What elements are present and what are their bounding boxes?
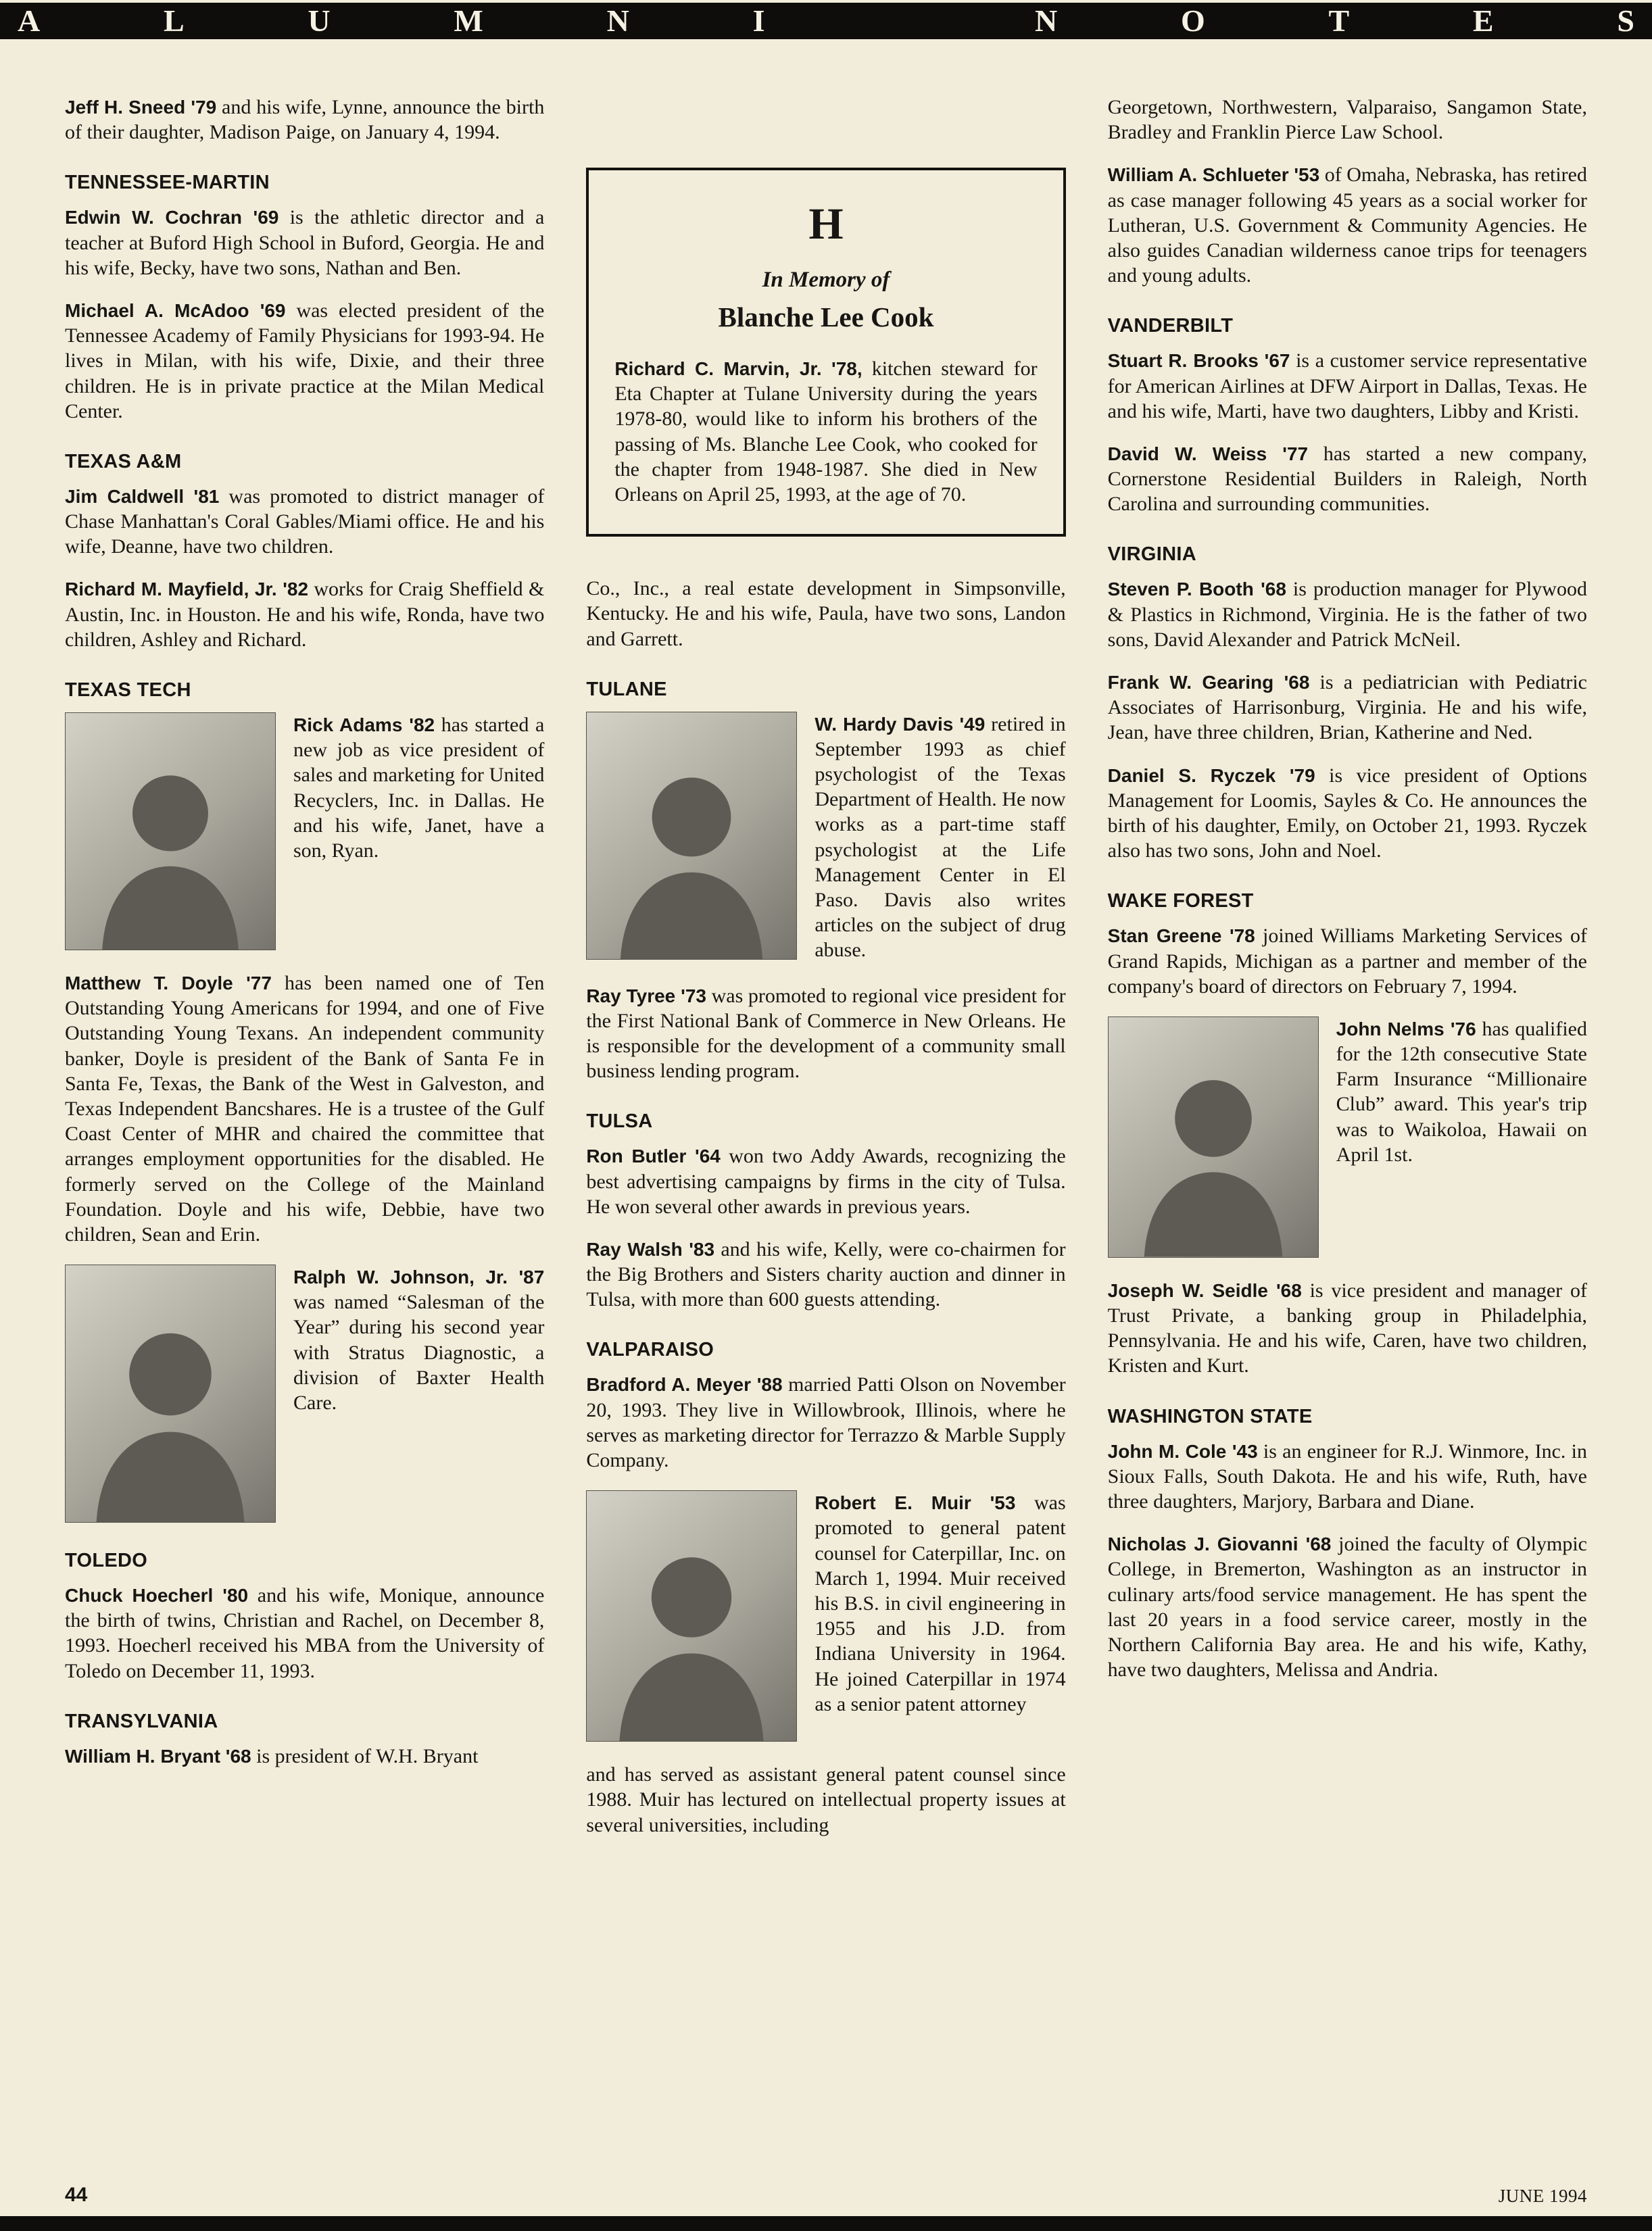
alumni-name: Ron Butler '64 xyxy=(586,1146,721,1167)
section-heading: TENNESSEE-MARTIN xyxy=(65,172,270,194)
alumni-entry xyxy=(293,1265,544,1415)
section-heading: TULANE xyxy=(586,678,667,700)
memorial-label: In Memory of xyxy=(762,268,890,292)
entry-text: is vice president and manager of Trust Private, a banking group in Philadelphia, Pennsylvania. He and his wife, Caren, have two children, Kristen and Kurt. xyxy=(1107,1279,1587,1377)
memorial-box xyxy=(586,168,1065,537)
entry-text: of Omaha, Nebraska, has retired as case manager following 45 years as a social worker for Lutheran, U.S. Government & Community Agencies. He also guides Canadian wilderness canoe trips for teenagers and young adults. xyxy=(1107,164,1587,287)
ralph-johnson-photo xyxy=(65,1265,276,1523)
alumni-entry xyxy=(1108,763,1587,864)
alumni-name: William H. Bryant '68 xyxy=(65,1745,251,1767)
entry-text: was promoted to regional vice president for the First National Bank of Commerce in New Orleans. He is responsible for the development of a community small business lending program. xyxy=(586,984,1066,1083)
alumni-entry xyxy=(65,205,544,280)
section-heading: TOLEDO xyxy=(65,1550,148,1572)
entry-text: has been named one of Ten Outstanding Young Americans for 1994, and one of Five Outstanding Young Texans. An independent community banker, Doyle is president of the Bank of Santa Fe in Santa Fe, Texas, the Bank of the West in Galveston, and Texas Independent Bancshares. He is a trustee of the Gulf Coast Center of MHR and chaired the committee that arranges employment opportunities for the disabled. He formerly served on the College of the Mainland Foundation. Doyle and his wife, Debbie, have two children, Sean and Erin. xyxy=(65,972,545,1246)
section-heading: WAKE FOREST xyxy=(1107,890,1254,912)
alumni-entry xyxy=(65,971,544,1247)
alumni-name: William A. Schlueter '53 xyxy=(1107,164,1320,186)
entry-text: Co., Inc., a real estate development in Simpsonville, Kentucky. He and his wife, Paula, have two sons, Landon and Garrett. xyxy=(586,577,1066,650)
section-heading: TULSA xyxy=(586,1110,653,1133)
column-3 xyxy=(1108,95,1587,1855)
alumni-entry xyxy=(65,577,544,652)
entry-text: won two Addy Awards, recognizing the best advertising campaigns by firms in the city of Tulsa. He won several other awards in previous years. xyxy=(586,1145,1066,1218)
alumni-name: Robert E. Muir '53 xyxy=(815,1492,1016,1514)
alumni-entry xyxy=(1108,577,1587,652)
alumni-entry xyxy=(1108,1439,1587,1515)
alumni-name: Bradford A. Meyer '88 xyxy=(586,1374,783,1396)
alumni-name: W. Hardy Davis '49 xyxy=(815,713,986,735)
alumni-entry xyxy=(1336,1016,1587,1167)
entry-text: retired in September 1993 as chief psychologist of the Texas Department of Health. He now works as a part-time staff psychologist at the Life Management Center in El Paso. Davis also writes articles on the subject of drug abuse. xyxy=(815,712,1066,962)
alumni-name: Ray Walsh '83 xyxy=(586,1238,715,1260)
entry-text: and his wife, Kelly, were co-chairmen for the Big Brothers and Sisters charity auction and dinner in Tulsa, with more than 600 guests attending. xyxy=(586,1237,1066,1311)
alumni-photo-entry xyxy=(586,1490,1065,1742)
alumni-entry xyxy=(586,1144,1065,1219)
alumni-name: Matthew T. Doyle '77 xyxy=(65,973,272,994)
rick-adams-photo xyxy=(65,712,276,950)
entry-text: was promoted to general patent counsel for Caterpillar, Inc. on March 1, 1994. Muir received his B.S. in civil engineering in 1955 and his J.D. from Indiana University in 1964. He joined Caterpillar in 1974 as a senior patent attorney xyxy=(815,1492,1066,1715)
alumni-entry xyxy=(1108,923,1587,999)
portrait-silhouette-icon xyxy=(587,1521,796,1742)
alumni-name: John M. Cole '43 xyxy=(1107,1440,1258,1462)
alumni-name: Ralph W. Johnson, Jr. '87 xyxy=(293,1267,545,1288)
alumni-name: Steven P. Booth '68 xyxy=(1107,579,1286,600)
alumni-name: Stan Greene '78 xyxy=(1107,925,1255,947)
alumni-name: Joseph W. Seidle '68 xyxy=(1107,1279,1302,1301)
alumni-entry xyxy=(586,1762,1065,1838)
entry-text: works for Craig Sheffield & Austin, Inc. in Houston. He and his wife, Ronda, have two children, Ashley and Richard. xyxy=(65,578,545,651)
entry-text: has started a new company, Cornerstone Residential Builders in Raleigh, North Carolina and surrounding communities. xyxy=(1107,442,1587,516)
alumni-name: Stuart R. Brooks '67 xyxy=(1107,350,1290,372)
alumni-name: Rick Adams '82 xyxy=(293,714,435,735)
alumni-entry xyxy=(1108,1278,1587,1379)
entry-text: married Patti Olson on November 20, 1993. They live in Willowbrook, Illinois, where he serves as marketing director for Terrazzo & Marble Supply Company. xyxy=(586,1373,1066,1471)
page-number: 44 xyxy=(65,2184,88,2206)
section-heading: TRANSYLVANIA xyxy=(65,1710,218,1732)
entry-text: and his wife, Lynne, announce the birth of their daughter, Madison Paige, on January 4, 1994. xyxy=(65,96,545,144)
alumni-name: Frank W. Gearing '68 xyxy=(1107,672,1310,693)
portrait-silhouette-icon xyxy=(66,1296,275,1522)
entry-text: is a customer service representative for American Airlines at DFW Airport in Dallas, Texas. He and his wife, Marti, have two daughters, Libby and Kristi. xyxy=(1107,349,1587,422)
entry-text: Georgetown, Northwestern, Valparaiso, Sangamon State, Bradley and Franklin Pierce Law School. xyxy=(1107,96,1587,144)
banner-title: A L U M N I N O T E S xyxy=(18,3,1634,38)
alumni-name: Chuck Hoecherl '80 xyxy=(65,1585,249,1607)
bottom-rule xyxy=(0,2216,1652,2231)
alumni-entry xyxy=(586,1237,1065,1313)
alumni-entry xyxy=(293,712,544,863)
content-columns xyxy=(65,95,1587,1855)
alumni-name: Richard C. Marvin, Jr. '78, xyxy=(614,358,863,379)
alumni-entry xyxy=(1108,1531,1587,1682)
alumni-name: Ray Tyree '73 xyxy=(586,985,706,1006)
entry-text: has qualified for the 12th consecutive State Farm Insurance “Millionaire Club” award. This year's trip was to Waikoloa, Hawaii on April 1st. xyxy=(1336,1017,1587,1166)
alumni-name: Nicholas J. Giovanni '68 xyxy=(1107,1534,1332,1555)
alumni-entry xyxy=(586,1372,1065,1473)
memorial-name: Blanche Lee Cook xyxy=(718,301,934,333)
alumni-photo-entry xyxy=(65,1265,544,1523)
section-heading: TEXAS A&M xyxy=(65,450,182,472)
alumni-entry xyxy=(65,1583,544,1684)
alumni-name: Daniel S. Ryczek '79 xyxy=(1107,764,1315,786)
entry-text: is a pediatrician with Pediatric Associates of Harrisonburg, Virginia. He and his wife, Jean, have three children, Brian, Katherine and Ned. xyxy=(1107,671,1587,744)
alumni-photo-entry xyxy=(1108,1016,1587,1258)
portrait-silhouette-icon xyxy=(1109,1046,1318,1256)
alumni-name: John Nelms '76 xyxy=(1336,1018,1476,1039)
section-heading: TEXAS TECH xyxy=(65,679,191,701)
alumni-name: Jeff H. Sneed '79 xyxy=(65,97,217,118)
alumni-photo-entry xyxy=(586,712,1065,963)
entry-text: kitchen steward for Eta Chapter at Tulane University during the years 1978-80, would like to inform his brothers of the passing of Ms. Blanche Lee Cook, who cooked for the chapter from 1948-1987. She died in New Orleans on April 25, 1993, at the age of 70. xyxy=(614,358,1038,506)
alumni-entry xyxy=(586,576,1065,652)
entry-text: and his wife, Monique, announce the birth of twins, Christian and Rachel, on December 8, 1993. Hoecherl received his MBA from the University of Toledo on December 11, 1993. xyxy=(65,1584,545,1682)
issue-date: JUNE 1994 xyxy=(1498,2186,1587,2206)
section-heading: VANDERBILT xyxy=(1107,315,1234,337)
alumni-entry xyxy=(1108,441,1587,517)
alumni-photo-entry xyxy=(65,712,544,950)
column-1 xyxy=(65,95,544,1855)
entry-text: was named “Salesman of the Year” during his second year with Stratus Diagnostic, a division of Baxter Health Care. xyxy=(293,1291,545,1414)
alumni-notes-banner xyxy=(0,3,1652,39)
alumni-name: Richard M. Mayfield, Jr. '82 xyxy=(65,579,309,600)
alumni-entry xyxy=(815,1490,1065,1717)
entry-text: is president of W.H. Bryant xyxy=(251,1744,479,1767)
portrait-silhouette-icon xyxy=(66,741,275,950)
entry-text: is vice president of Options Management for Loomis, Sayles & Co. He announces the birth of his daughter, Emily, on October 21, 1993. Ryczek also has two sons, John and Noel. xyxy=(1107,764,1587,862)
alumni-name: David W. Weiss '77 xyxy=(1107,443,1309,464)
portrait-silhouette-icon xyxy=(587,742,796,959)
alumni-entry xyxy=(1108,670,1587,745)
column-2 xyxy=(586,95,1065,1855)
memorial-text xyxy=(614,356,1037,507)
alumni-name: Jim Caldwell '81 xyxy=(65,485,220,507)
alumni-entry xyxy=(1108,95,1587,145)
alumni-entry xyxy=(586,983,1065,1084)
alumni-name: Edwin W. Cochran '69 xyxy=(65,207,279,228)
entry-text: is the athletic director and a teacher at Buford High School in Buford, Georgia. He and his wife, Becky, have two sons, Nathan and Ben. xyxy=(65,206,545,279)
page-footer xyxy=(65,2184,1587,2207)
alumni-name: Michael A. McAdoo '69 xyxy=(65,299,286,321)
hardy-davis-photo xyxy=(586,712,797,960)
entry-text: is production manager for Plywood & Plastics in Richmond, Virginia. He is the father of two sons, David Alexander and Patrick McNeil. xyxy=(1107,578,1587,651)
entry-text: joined Williams Marketing Services of Grand Rapids, Michigan as a partner and member of the company's board of directors on February 7, 1994. xyxy=(1107,925,1587,998)
alumni-entry xyxy=(1108,162,1587,288)
alumni-entry xyxy=(65,298,544,424)
section-heading: WASHINGTON STATE xyxy=(1107,1405,1313,1427)
entry-text: joined the faculty of Olympic College, in Bremerton, Washington as an instructor in culinary arts/food service management. He has spent the last 20 years in a food service career, mostly in the Northern California Bay area. He and his wife, Kathy, have two daughters, Melissa and Andria. xyxy=(1107,1533,1587,1682)
memorial-initial: H xyxy=(808,199,844,249)
section-heading: VALPARAISO xyxy=(586,1339,714,1361)
entry-text: is an engineer for R.J. Winmore, Inc. in Sioux Falls, South Dakota. He and his wife, Ruth, have three daughters, Marjory, Barbara and Diane. xyxy=(1107,1440,1587,1513)
entry-text: and has served as assistant general patent counsel since 1988. Muir has lectured on intellectual property issues at several universities, including xyxy=(586,1763,1066,1836)
alumni-entry xyxy=(65,95,544,145)
alumni-entry xyxy=(65,1744,544,1769)
entry-text: was elected president of the Tennessee Academy of Family Physicians for 1993-94. He lives in Milan, with his wife, Dixie, and their three children. He is in private practice at the Milan Medical Center. xyxy=(65,299,545,422)
section-heading: VIRGINIA xyxy=(1107,543,1196,566)
entry-text: was promoted to district manager of Chase Manhattan's Coral Gables/Miami office. He and his wife, Deanne, have two children. xyxy=(65,485,545,558)
alumni-entry xyxy=(1108,348,1587,424)
john-nelms-photo xyxy=(1108,1016,1319,1258)
alumni-entry xyxy=(815,712,1065,963)
alumni-entry xyxy=(65,484,544,560)
robert-muir-photo xyxy=(586,1490,797,1742)
entry-text: has started a new job as vice president of sales and marketing for United Recyclers, Inc. in Dallas. He and his wife, Janet, have a son, Ryan. xyxy=(293,714,545,862)
